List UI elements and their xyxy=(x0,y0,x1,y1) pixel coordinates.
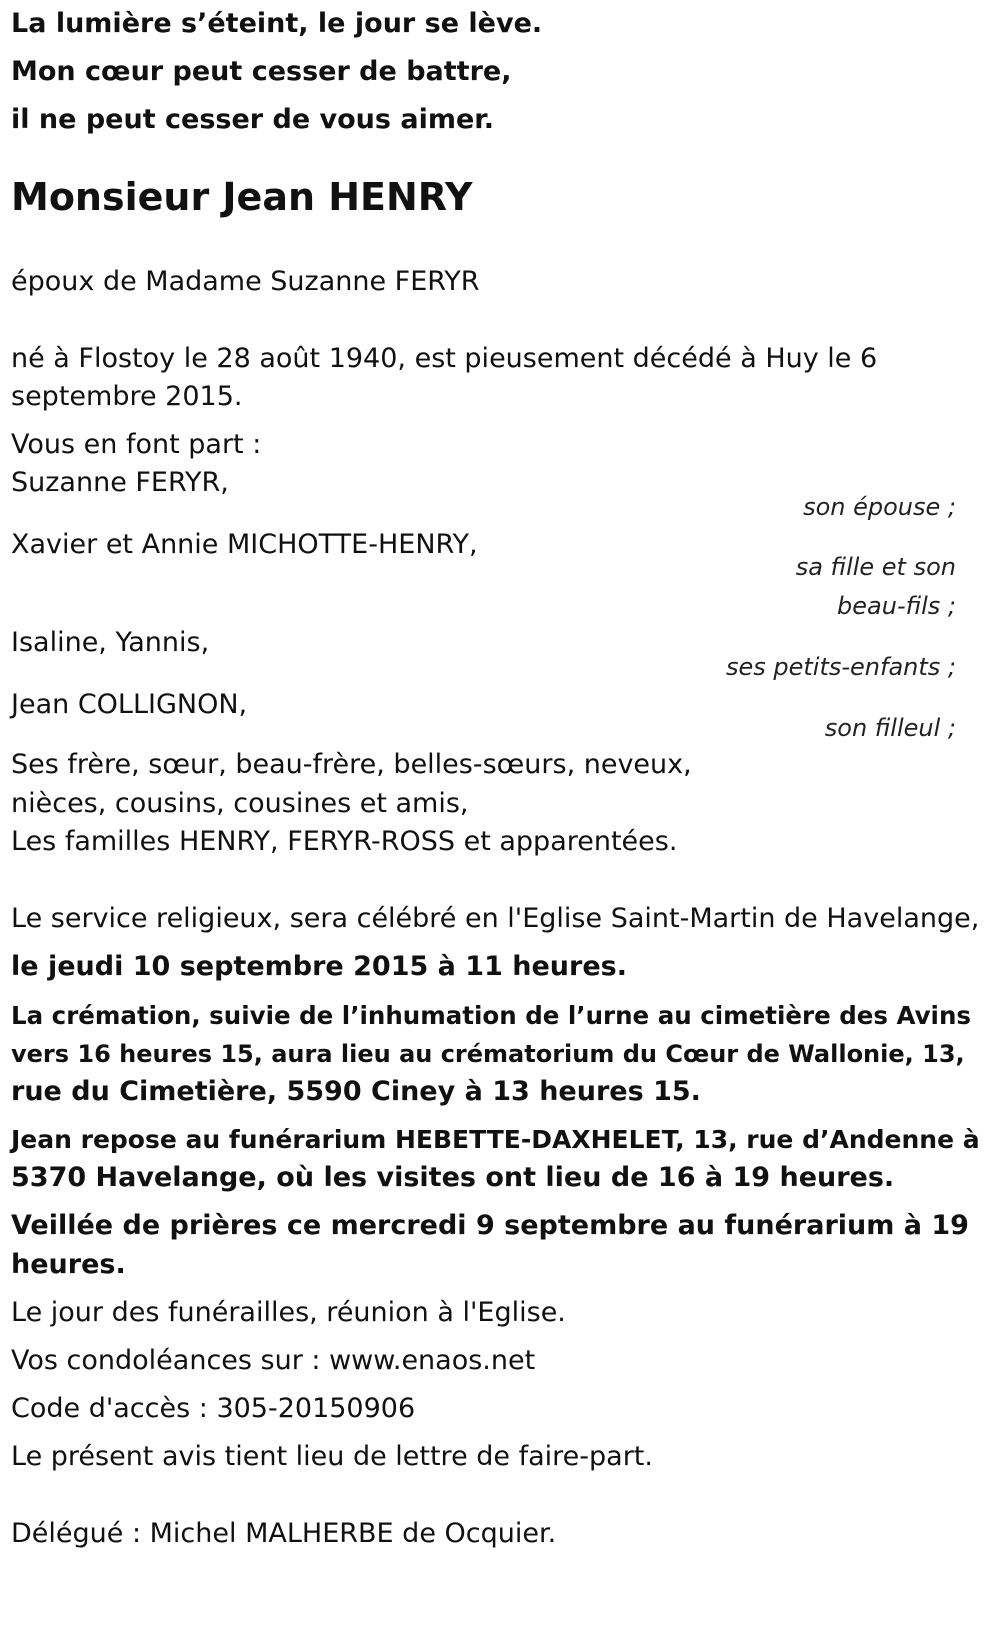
access-code-line: Code d'accès : 305-20150906 xyxy=(11,1393,416,1424)
family-member-name: Jean COLLIGNON, xyxy=(11,689,248,720)
spouse-line: époux de Madame Suzanne FERYR xyxy=(11,266,480,297)
family-member-relation: ses petits-enfants ; xyxy=(725,653,956,681)
poem-line-2: Mon cœur peut cesser de battre, xyxy=(11,56,512,87)
poem-line-1: La lumière s’éteint, le jour se lève. xyxy=(11,8,543,39)
cremation-line-1: La crémation, suivie de l’inhumation de l’urne au cimetière des Avins xyxy=(11,1001,971,1030)
family-others-line-1: Ses frère, sœur, beau-frère, belles-sœurs, neveux, xyxy=(11,749,692,780)
vigil-line-2: heures. xyxy=(11,1249,126,1280)
family-others-line-2: nièces, cousins, cousines et amis, xyxy=(11,788,469,819)
delegate-line: Délégué : Michel MALHERBE de Ocquier. xyxy=(11,1518,557,1549)
repose-line-1: Jean repose au funérarium HEBETTE-DAXHELET, 13, rue d’Andenne à xyxy=(11,1125,980,1154)
family-member-relation: beau-fils ; xyxy=(837,592,956,620)
poem-line-3: il ne peut cesser de vous aimer. xyxy=(11,104,495,135)
deceased-name: Monsieur Jean HENRY xyxy=(11,175,473,219)
service-line: Le service religieux, sera célébré en l'Eglise Saint-Martin de Havelange, xyxy=(11,903,980,934)
vigil-line-1: Veillée de prières ce mercredi 9 septembre au funérarium à 19 xyxy=(11,1210,969,1241)
family-member-relation: sa fille et son xyxy=(795,553,956,581)
family-member-name: Isaline, Yannis, xyxy=(11,627,210,658)
condolences-line: Vos condoléances sur : www.enaos.net xyxy=(11,1345,536,1376)
cremation-line-3: rue du Cimetière, 5590 Ciney à 13 heures 15. xyxy=(11,1076,701,1107)
family-member-relation: son épouse ; xyxy=(803,493,956,521)
birth-death-line-1: né à Flostoy le 28 août 1940, est pieusement décédé à Huy le 6 xyxy=(11,343,878,374)
repose-line-2: 5370 Havelange, où les visites ont lieu de 16 à 19 heures. xyxy=(11,1162,895,1193)
family-intro: Vous en font part : xyxy=(11,429,262,460)
family-member-relation: son filleul ; xyxy=(824,714,956,742)
notice-line: Le présent avis tient lieu de lettre de faire-part. xyxy=(11,1441,653,1472)
birth-death-line-2: septembre 2015. xyxy=(11,381,243,412)
family-member-name: Xavier et Annie MICHOTTE-HENRY, xyxy=(11,529,478,560)
meeting-line: Le jour des funérailles, réunion à l'Eglise. xyxy=(11,1297,566,1328)
family-others-line-3: Les familles HENRY, FERYR-ROSS et apparentées. xyxy=(11,826,678,857)
service-date: le jeudi 10 septembre 2015 à 11 heures. xyxy=(11,951,627,982)
cremation-line-2: vers 16 heures 15, aura lieu au crématorium du Cœur de Wallonie, 13, xyxy=(11,1040,965,1068)
family-member-name: Suzanne FERYR, xyxy=(11,467,229,498)
